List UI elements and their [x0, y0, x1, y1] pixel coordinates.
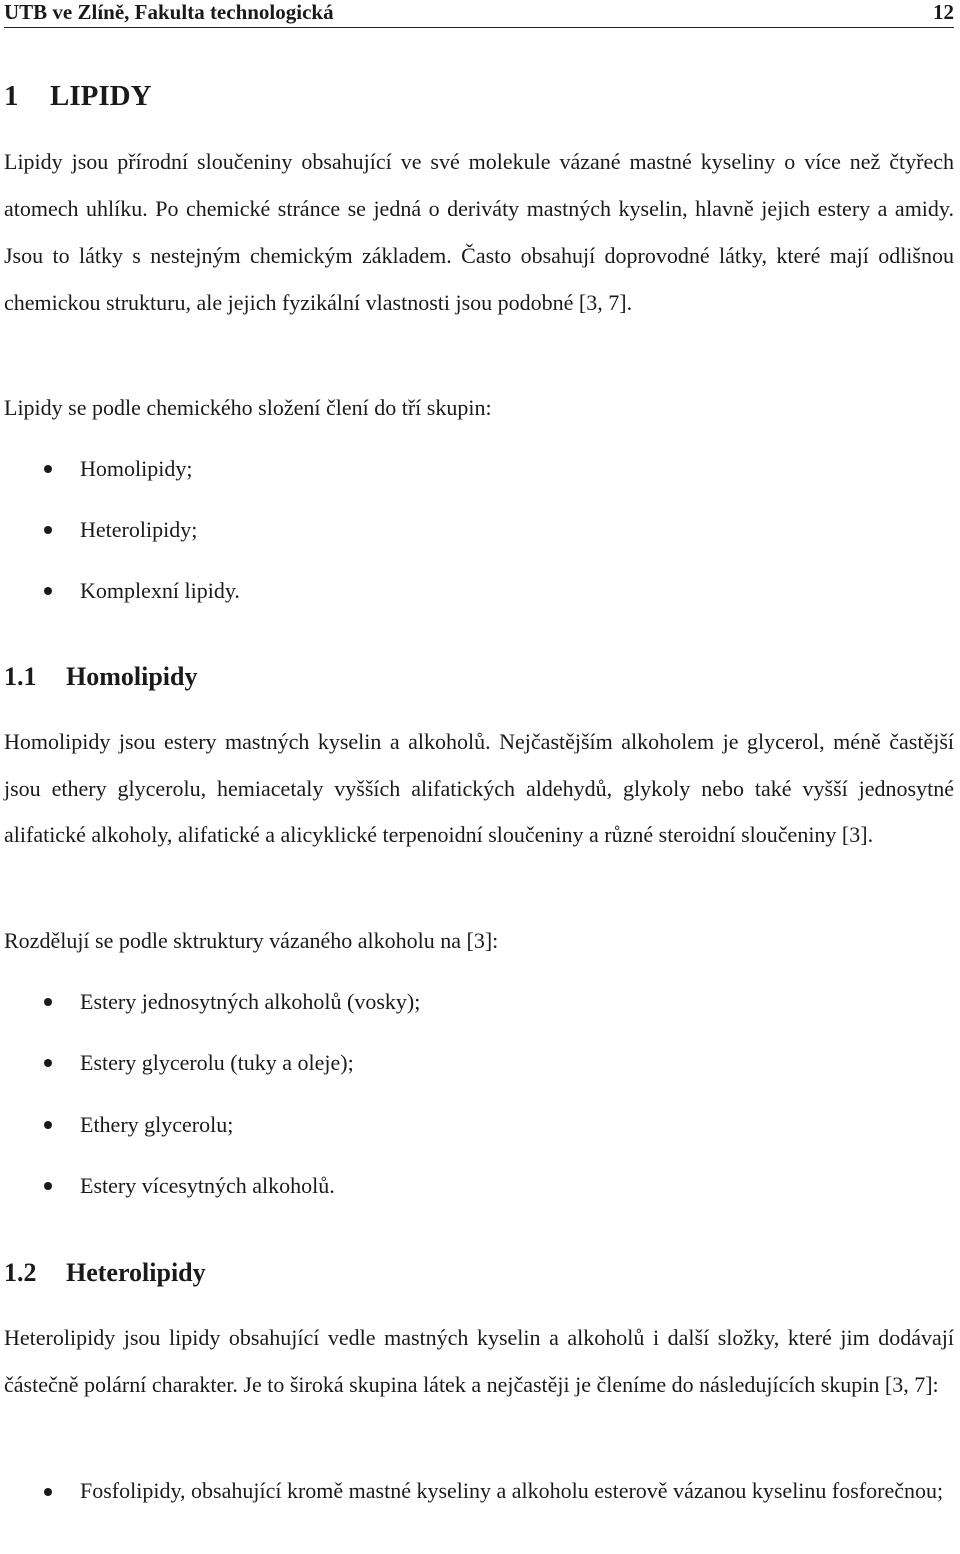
list-item	[4, 1155, 954, 1216]
bullet-icon	[44, 587, 52, 595]
section-heading-homolipidy	[4, 662, 197, 692]
chapter-division-paragraph: Lipidy se podle chemického složení člení do tří skupin:	[4, 395, 492, 420]
list-item	[4, 438, 954, 499]
list-item	[4, 1094, 954, 1155]
bullet-icon	[44, 1488, 52, 1496]
section-title: Homolipidy	[66, 662, 198, 691]
list-item-text: Fosfolipidy, obsahující kromě mastné kyseliny a alkoholu esterově vázanou kyselinu fosforečnou;	[80, 1478, 944, 1503]
list-item-text: Estery vícesytných alkoholů.	[80, 1172, 335, 1198]
page-number: 12	[933, 0, 954, 24]
list-item	[4, 499, 954, 560]
homolipidy-list	[4, 971, 954, 1216]
bullet-icon	[44, 998, 52, 1006]
header-title: UTB ve Zlíně, Fakulta technologická	[4, 0, 334, 24]
list-item	[4, 560, 954, 621]
chapter-number: 1	[4, 80, 19, 112]
list-item	[4, 1032, 954, 1093]
list-item-text: Estery jednosytných alkoholů (vosky);	[80, 989, 421, 1014]
homolipidy-division-paragraph: Rozdělují se podle sktruktury vázaného alkoholu na [3]:	[4, 928, 499, 953]
bullet-icon	[44, 465, 52, 473]
homolipidy-paragraph: Homolipidy jsou estery mastných kyselin a alkoholů. Nejčastějším alkoholem je glycerol, méně častější jsou ethery glycerolu, hemiacetaly vyšších alifatických aldehydů, glykoly nebo také vyšší jednosytné alifatické alkoholy, alifatické a alicyklické terpenoidní sloučeniny a různé steroidní sloučeniny [3].	[4, 729, 954, 847]
list-item-text: Estery glycerolu (tuky a oleje);	[80, 1050, 354, 1076]
heterolipidy-list	[4, 1468, 954, 1515]
section-number: 1.1	[4, 662, 37, 691]
bullet-icon	[44, 1059, 52, 1067]
chapter-title: LIPIDY	[50, 80, 152, 112]
list-item-text: Komplexní lipidy.	[80, 578, 240, 603]
bullet-icon	[44, 526, 52, 534]
list-item	[4, 971, 954, 1032]
lipid-groups-list	[4, 438, 954, 621]
list-item	[4, 1468, 954, 1515]
section-number: 1.2	[4, 1258, 37, 1287]
heterolipidy-paragraph: Heterolipidy jsou lipidy obsahující vedle mastných kyselin a alkoholů i další složky, které jim dodávají částečně polární charakter. Je to široká skupina látek a nejčastěji je členíme do následujících skupin [3, 7]:	[4, 1325, 954, 1397]
list-item-text: Heterolipidy;	[80, 517, 198, 542]
bullet-icon	[44, 1182, 52, 1190]
section-title: Heterolipidy	[66, 1258, 206, 1287]
list-item-text: Homolipidy;	[80, 456, 193, 481]
chapter-heading	[4, 80, 152, 113]
bullet-icon	[44, 1121, 52, 1129]
running-header	[4, 0, 954, 28]
list-item-text: Ethery glycerolu;	[80, 1111, 234, 1137]
chapter-intro-paragraph: Lipidy jsou přírodní sloučeniny obsahující ve své molekule vázané mastné kyseliny o více než čtyřech atomech uhlíku. Po chemické stránce se jedná o deriváty mastných kyselin, hlavně jejich estery a amidy. Jsou to látky s nestejným chemickým základem. Často obsahují doprovodné látky, které mají odlišnou chemickou strukturu, ale jejich fyzikální vlastnosti jsou podobné [3, 7].	[4, 149, 954, 315]
section-heading-heterolipidy	[4, 1258, 206, 1288]
